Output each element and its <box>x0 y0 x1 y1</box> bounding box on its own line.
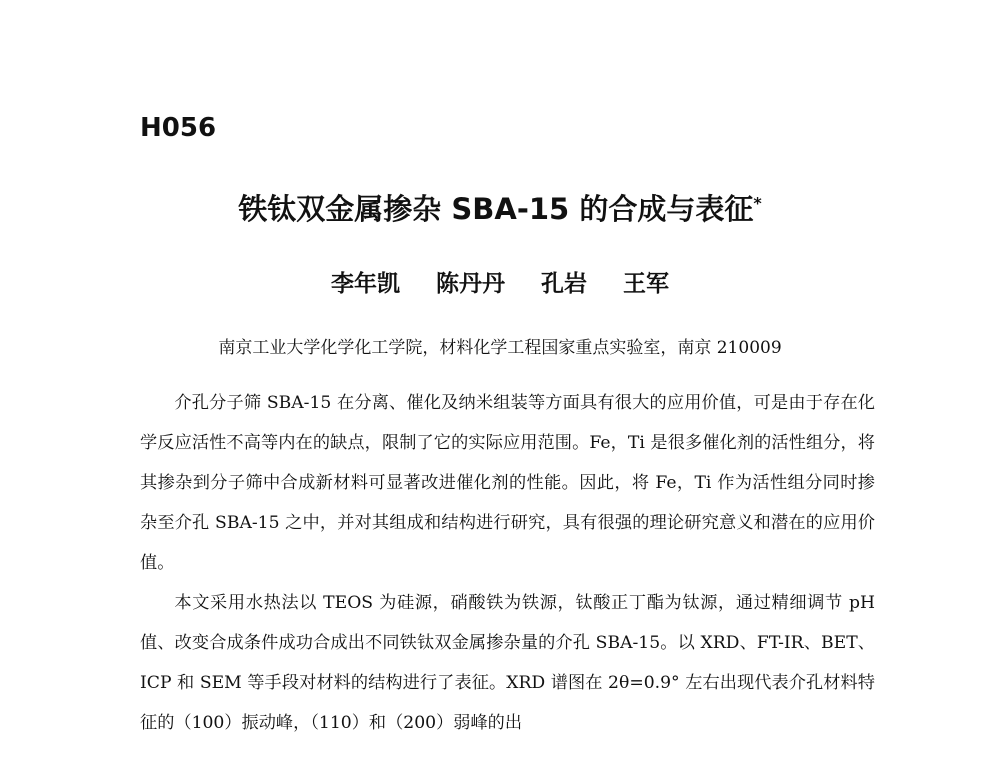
author-list <box>0 265 1000 298</box>
author-name: 李年凯 <box>330 271 400 297</box>
author-name: 王军 <box>623 271 670 297</box>
paper-code: H056 <box>140 113 217 143</box>
title-footnote-mark: * <box>753 193 762 213</box>
paragraph: 本文采用水热法以 TEOS 为硅源，硝酸铁为铁源，钛酸正丁酯为钛源，通过精细调节 pH 值、改变合成条件成功合成出不同铁钛双金属掺杂量的介孔 SBA-15。以 XRD、FT-IR、BET、ICP 和 SEM 等手段对材料的结构进行了表征。XRD 谱图在 2θ=0.9° 左右出现代表介孔材料特征的（100）振动峰，（110）和（200）弱峰的出 <box>140 593 875 733</box>
paragraph: 介孔分子筛 SBA-15 在分离、催化及纳米组装等方面具有很大的应用价值，可是由于存在化学反应活性不高等内在的缺点，限制了它的实际应用范围。Fe，Ti 是很多催化剂的活性组分，将其掺杂到分子筛中合成新材料可显著改进催化剂的性能。因此，将 Fe，Ti 作为活性组分同时掺杂至介孔 SBA-15 之中，并对其组成和结构进行研究，具有很强的理论研究意义和潜在的应用价值。 <box>140 393 875 573</box>
author-name: 陈丹丹 <box>435 271 505 297</box>
title-text: 铁钛双金属掺杂 SBA-15 的合成与表征 <box>238 192 754 226</box>
affiliation: 南京工业大学化学化工学院，材料化学工程国家重点实验室，南京 210009 <box>218 338 782 358</box>
body-text <box>140 383 875 743</box>
author-name: 孔岩 <box>541 271 587 297</box>
paper-title <box>0 187 1000 228</box>
